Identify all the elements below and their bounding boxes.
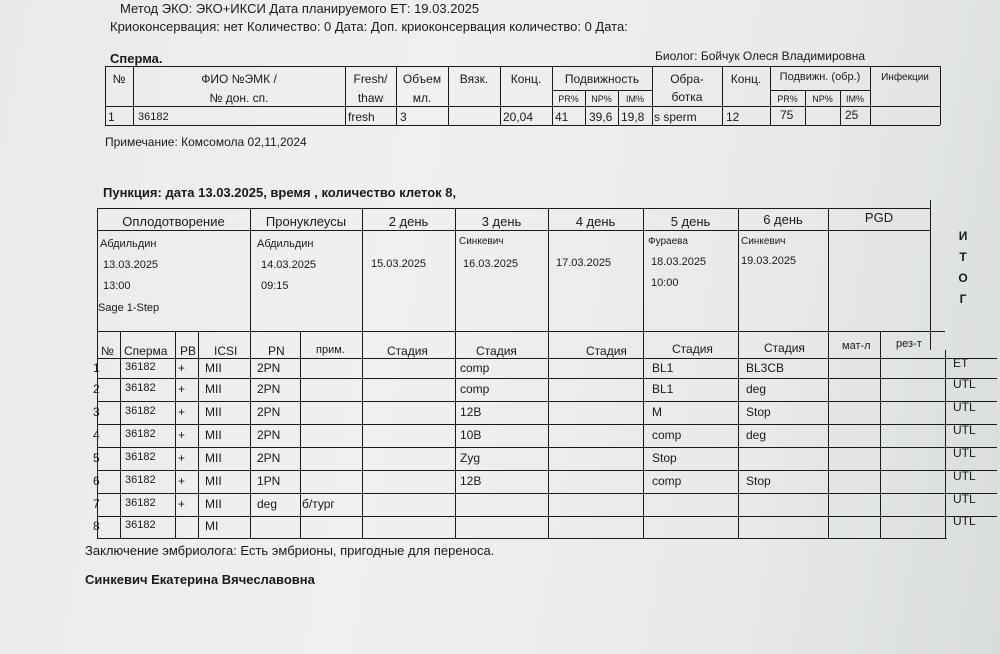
embryo-row-3-icsi: MII (205, 405, 222, 419)
itog-letter-2: Т (959, 250, 967, 264)
d3-embryologist: Синкевич (459, 236, 504, 247)
embryo-row-3-d6: Stop (746, 405, 771, 419)
embryo-row-5-d5: Stop (652, 451, 677, 465)
embryo-row-4-icsi: MII (205, 428, 222, 442)
method-line: Метод ЭКО: ЭКО+ИКСИ Дата планируемого ЕТ: 19.03.2025 (120, 1, 480, 16)
embryo-row-6-num: 6 (93, 474, 100, 488)
fert-medium: Sage 1-Step (98, 302, 160, 314)
embryo-row-7-sperm: 36182 (125, 497, 156, 509)
col-infections: Инфекции (881, 72, 929, 83)
sperm-note: Примечание: Комсомола 02,11,2024 (105, 135, 307, 149)
fert-date: 13.03.2025 (103, 259, 159, 271)
sperm-row-num: 1 (108, 110, 115, 124)
embryo-row-2-pb: + (178, 382, 186, 396)
embryo-row-6-sperm: 36182 (125, 474, 156, 486)
embryo-row-1-pn: 2PN (257, 361, 281, 375)
embryo-row-1-itog: ET (953, 356, 969, 370)
d6-embryologist: Синкевич (741, 236, 786, 247)
embryo-row-4-d6: deg (746, 428, 767, 442)
embryo-row-3-num: 3 (93, 405, 100, 419)
embryo-row-1-d3: comp (460, 361, 490, 375)
itog-letter-4: Г (959, 292, 967, 306)
d5-embryologist: Фураева (648, 236, 688, 247)
sperm-row-processing: s sperm (654, 110, 697, 124)
embryo-row-6-pb: + (178, 474, 186, 488)
embryo-row-5-sperm: 36182 (125, 451, 156, 463)
embryo-row-2-itog: UTL (953, 377, 976, 391)
sperm-row-np: 39,6 (589, 110, 613, 124)
embryo-row-2-num: 2 (93, 382, 100, 396)
col-viscosity: Вязк. (459, 72, 489, 86)
pn-embryologist: Абдильдин (257, 238, 314, 250)
col-thaw: thaw (357, 91, 384, 105)
embryo-row-3-pn: 2PN (257, 405, 281, 419)
sperm-row-volume: 3 (400, 110, 407, 124)
embryo-row-4-itog: UTL (953, 423, 976, 437)
embryo-row-5-pn: 2PN (257, 451, 281, 465)
stage-fertilization: Оплодотворение (122, 214, 225, 229)
embryo-row-1-d5: BL1 (652, 361, 674, 375)
embryo-row-2-d5: BL1 (652, 382, 674, 396)
embryo-row-8-sperm: 36182 (125, 519, 156, 531)
d3-date: 16.03.2025 (463, 258, 519, 270)
sub-stage-d5: Стадия (672, 342, 713, 356)
stage-pgd: PGD (864, 210, 894, 225)
embryo-row-5-icsi: MII (205, 451, 222, 465)
col-motility: Подвижность (564, 72, 640, 86)
sub-result: рез-т (896, 338, 922, 350)
col-pr-2: PR% (777, 94, 798, 104)
embryo-row-8-num: 8 (93, 519, 100, 533)
embryo-row-8-itog: UTL (953, 514, 976, 528)
sub-stage-d6: Стадия (764, 341, 805, 355)
col-processing: Обра- (670, 72, 704, 86)
stage-day4: 4 день (575, 214, 616, 229)
embryologist-signature: Синкевич Екатерина Вячеславовна (85, 572, 315, 587)
sperm-row-concentration-2: 12 (726, 110, 740, 124)
embryo-row-5-num: 5 (93, 451, 100, 465)
embryo-row-4-d5: comp (652, 428, 682, 442)
sperm-row-id: 36182 (138, 111, 169, 123)
stage-day6: 6 день (763, 212, 803, 227)
embryo-row-1-icsi: MII (205, 361, 222, 375)
sperm-row-im: 19,8 (621, 110, 645, 124)
embryo-row-3-d5: M (652, 405, 662, 419)
col-motility-processed: Подвижн. (обр.) (779, 71, 861, 83)
d5-time: 10:00 (651, 277, 679, 289)
itog-letter-1: И (958, 229, 968, 243)
sperm-row-concentration: 20,04 (503, 110, 534, 124)
embryo-row-2-sperm: 36182 (125, 382, 156, 394)
col-fio: ФИО №ЭМК / (201, 72, 277, 86)
embryo-row-2-d6: deg (746, 382, 767, 396)
sub-pb: PB (180, 344, 197, 358)
col-im-2: IM% (846, 94, 864, 104)
embryo-row-6-d3: 12B (460, 474, 482, 488)
stage-pronuclei: Пронуклеусы (265, 214, 347, 229)
sub-stage-d4: Стадия (586, 344, 627, 358)
puncture-line: Пункция: дата 13.03.2025, время , количество клеток 8, (103, 185, 457, 200)
embryo-row-3-itog: UTL (953, 400, 976, 414)
embryo-row-7-icsi: MII (205, 497, 222, 511)
biologist-name: Биолог: Бойчук Олеся Владимировна (655, 49, 865, 63)
sub-num: № (101, 344, 114, 358)
sub-sperm: Сперма (124, 344, 168, 358)
embryo-row-5-pb: + (178, 451, 186, 465)
sub-stage-d2: Стадия (387, 344, 428, 358)
embryo-row-7-pn: deg (257, 497, 278, 511)
col-np: NP% (591, 94, 612, 104)
pn-date: 14.03.2025 (261, 259, 317, 271)
embryo-row-3-sperm: 36182 (125, 405, 156, 417)
embryo-row-6-pn: 1PN (257, 474, 281, 488)
sperm-row-pr: 41 (555, 110, 569, 124)
col-im: IM% (626, 94, 644, 104)
embryo-row-1-num: 1 (93, 361, 100, 375)
col-volume-unit: мл. (412, 91, 432, 105)
embryo-row-6-d5: comp (652, 474, 682, 488)
embryo-row-6-d6: Stop (746, 474, 771, 488)
embryologist-conclusion: Заключение эмбриолога: Есть эмбрионы, пригодные для переноса. (85, 543, 495, 558)
sub-material: мат-л (842, 340, 871, 352)
d2-date: 15.03.2025 (371, 258, 427, 270)
embryo-row-3-pb: + (178, 405, 186, 419)
embryo-row-8-icsi: MI (205, 519, 219, 533)
embryo-row-7-num: 7 (93, 497, 100, 511)
embryo-row-4-pn: 2PN (257, 428, 281, 442)
embryo-row-4-num: 4 (93, 428, 100, 442)
embryo-row-5-d3: Zyg (460, 451, 481, 465)
col-num: № (112, 72, 126, 86)
stage-day5: 5 день (670, 214, 711, 229)
d5-date: 18.03.2025 (651, 256, 707, 268)
embryo-row-1-sperm: 36182 (125, 361, 156, 373)
d4-date: 17.03.2025 (556, 257, 612, 269)
col-processing-2: ботка (671, 90, 703, 104)
embryo-row-5-itog: UTL (953, 446, 976, 460)
embryo-row-2-pn: 2PN (257, 382, 281, 396)
embryo-row-4-pb: + (178, 428, 186, 442)
stage-day3: 3 день (481, 214, 522, 229)
sperm-row-fresh: fresh (348, 110, 375, 124)
embryo-row-7-itog: UTL (953, 492, 976, 506)
embryo-row-1-d6: BL3CB (746, 361, 785, 375)
embryo-row-2-icsi: MII (205, 382, 222, 396)
fert-time: 13:00 (103, 280, 131, 292)
embryo-row-3-d3: 12B (460, 405, 482, 419)
d6-date: 19.03.2025 (741, 255, 797, 267)
embryo-row-7-pb: + (178, 497, 186, 511)
sub-pn: PN (268, 344, 285, 358)
col-concentration-2: Конц. (730, 72, 762, 86)
sub-prim: прим. (316, 344, 345, 356)
col-fresh: Fresh/ (353, 72, 388, 86)
pn-time: 09:15 (261, 280, 289, 292)
embryo-row-1-pb: + (178, 361, 186, 375)
stage-day2: 2 день (388, 214, 429, 229)
sub-stage-d3: Стадия (476, 344, 517, 358)
col-np-2: NP% (812, 94, 833, 104)
cryo-line: Криоконсервация: нет Количество: 0 Дата: Доп. криоконсервация количество: 0 Дата: (110, 19, 628, 34)
sperm-row-im-2: 25 (845, 108, 859, 122)
sub-icsi: ICSI (214, 344, 238, 358)
embryo-row-6-itog: UTL (953, 469, 976, 483)
col-donor: № дон. сп. (209, 91, 269, 105)
itog-letter-3: О (958, 271, 968, 285)
embryo-row-4-sperm: 36182 (125, 428, 156, 440)
sperm-row-pr-2: 75 (780, 108, 794, 122)
col-pr: PR% (558, 94, 579, 104)
fert-embryologist: Абдильдин (100, 238, 157, 250)
col-volume: Объем (402, 72, 442, 86)
embryo-row-4-d3: 10B (460, 428, 482, 442)
sperm-title: Сперма. (110, 51, 163, 66)
embryo-row-7-prim: б/тург (302, 497, 335, 511)
embryo-row-2-d3: comp (460, 382, 490, 396)
col-concentration: Конц. (510, 72, 542, 86)
embryo-row-6-icsi: MII (205, 474, 222, 488)
